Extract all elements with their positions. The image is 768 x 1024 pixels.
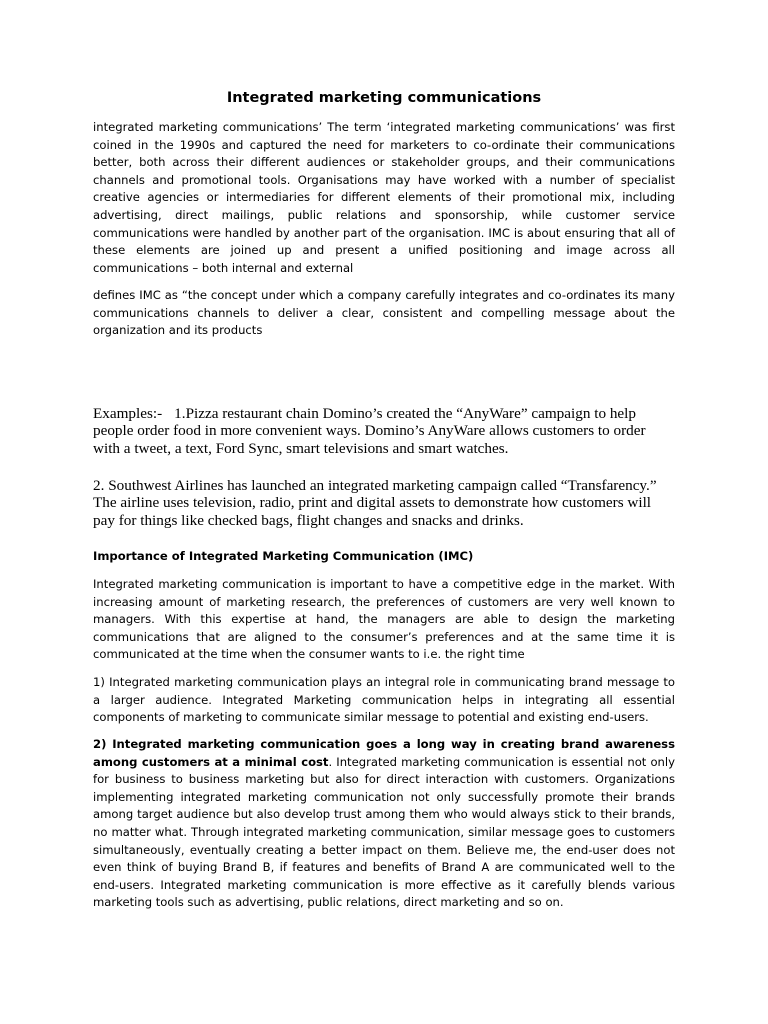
importance-point-2-text: . Integrated marketing communication is essential not only for business to business marketing but also for direct interaction with customers. Organizations implementing integrated marketing communication not only successfully promote their brands among target audience but also develop trust among them who would always stick to their brands, no matter what. Through integrated marketing communication, similar message goes to customers simultaneously, eventually creating a better impact on them. Believe me, the end-user does not even think of buying Brand B, if features and benefits of Brand A are communicated well to the end-users. Integrated marketing communication is more effective as it carefully blends various marketing tools such as advertising, public relations, direct marketing and so on. bbox=[93, 754, 675, 910]
examples-label: Examples:- bbox=[93, 405, 163, 422]
importance-point-2 bbox=[93, 736, 675, 912]
importance-point-1: 1) Integrated marketing communication plays an integral role in communicating brand message to a larger audience. Integrated Marketing communication helps in integrating all essential components of marketing to communicate similar message to potential and existing end-users. bbox=[93, 675, 675, 725]
importance-point-2-bold: 2) Integrated marketing communication goes a long way in creating brand awareness among customers at a minimal cost bbox=[93, 737, 675, 769]
intro-paragraph: integrated marketing communications’ The term ‘integrated marketing communications’ was first coined in the 1990s and captured the need for marketers to co-ordinate their communications better, both across their different audiences or stakeholder groups, and their communications channels and promotional tools. Organisations may have worked with a number of specialist creative agencies or intermediaries for different elements of their promotional mix, including advertising, direct mailings, public relations and sponsorship, while customer service communications were handled by another part of the organisation. IMC is about ensuring that all of these elements are joined up and present a unified positioning and image across all communications – both internal and external bbox=[93, 120, 675, 275]
example-2-paragraph: 2. Southwest Airlines has launched an integrated marketing campaign called “Transfarency.” The airline uses television, radio, print and digital assets to demonstrate how customers will pay for things like checked bags, flight changes and snacks and drinks. bbox=[93, 477, 657, 529]
example-1-text: 1.Pizza restaurant chain Domino’s created the “AnyWare” campaign to help people order food in more convenient ways. Domino’s AnyWare allows customers to order with a tweet, a text, Ford Sync, smart televisions and smart watches. bbox=[93, 405, 646, 457]
importance-paragraph: Integrated marketing communication is important to have a competitive edge in the market. With increasing amount of marketing research, the preferences of customers are very well known to managers. With this expertise at hand, the managers are able to design the marketing communications that are aligned to the consumer’s preferences and at the same time it is communicated at the time when the consumer wants to i.e. the right time bbox=[93, 577, 675, 662]
page-title: Integrated marketing communications bbox=[226, 90, 542, 106]
example-1-paragraph bbox=[93, 405, 675, 457]
definition-paragraph: defines IMC as “the concept under which a company carefully integrates and co-ordinates its many communications channels to deliver a clear, consistent and compelling message about the organization and its products bbox=[93, 288, 675, 338]
importance-heading: Importance of Integrated Marketing Communication (IMC) bbox=[93, 549, 474, 563]
